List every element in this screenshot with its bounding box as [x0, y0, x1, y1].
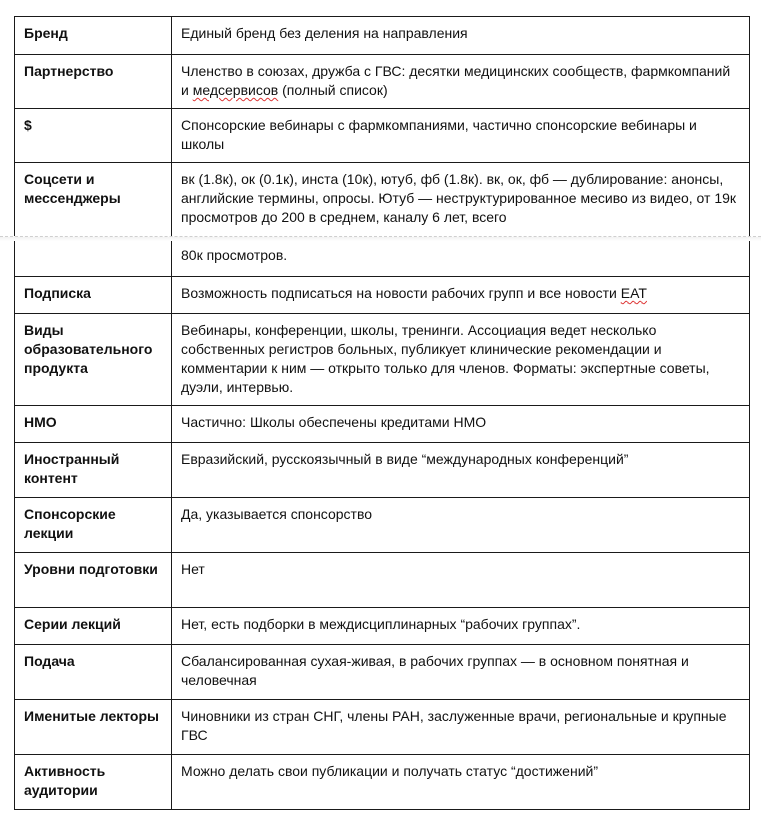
row-value: Частично: Школы обеспечены кредитами НМО [172, 406, 750, 443]
row-value: Сбалансированная сухая-живая, в рабочих группах — в основном понятная и человечная [172, 645, 750, 700]
row-key: НМО [15, 406, 172, 443]
row-value: Членство в союзах, дружба с ГВС: десятки медицинских сообществ, фармкомпаний и медсервисов (полный список) [172, 55, 750, 109]
row-key: Иностранный контент [15, 443, 172, 498]
row-key [15, 239, 172, 277]
row-value: Нет, есть подборки в междисциплинарных “рабочих группах”. [172, 608, 750, 645]
row-key: Партнерство [15, 55, 172, 109]
row-key: Соцсети и мессенджеры [15, 163, 172, 239]
spellcheck-mark: медсервисов [192, 82, 279, 98]
table-row [15, 406, 750, 443]
row-value: 80к просмотров. [172, 239, 750, 277]
row-value: Спонсорские вебинары с фармкомпаниями, частично спонсорские вебинары и школы [172, 109, 750, 163]
table-row [15, 17, 750, 55]
row-key: Активность аудитории [15, 755, 172, 810]
page-break-divider [0, 236, 761, 241]
row-key: $ [15, 109, 172, 163]
row-value: Нет [172, 553, 750, 608]
row-value: Евразийский, русскоязычный в виде “международных конференций” [172, 443, 750, 498]
table-row [15, 700, 750, 755]
row-value: Единый бренд без деления на направления [172, 17, 750, 55]
table-row [15, 277, 750, 314]
table-row [15, 314, 750, 406]
spellcheck-mark: EAT [620, 285, 647, 301]
table-row [15, 553, 750, 608]
table-row [15, 109, 750, 163]
page-top-edge [0, 0, 761, 10]
row-value: Да, указывается спонсорство [172, 498, 750, 553]
table-row [15, 608, 750, 645]
table-row [15, 163, 750, 239]
row-value: Возможность подписаться на новости рабочих групп и все новости EAT [172, 277, 750, 314]
table-row [15, 645, 750, 700]
row-key: Виды образовательного продукта [15, 314, 172, 406]
info-table [14, 16, 750, 810]
row-key: Именитые лекторы [15, 700, 172, 755]
row-value: вк (1.8к), ок (0.1к), инста (10к), ютуб, фб (1.8к). вк, ок, фб — дублирование: анонсы, английские термины, опросы. Ютуб — неструктурированное месиво из видео, от 19к просмотров до 200 в среднем, каналу 6 лет, всего [172, 163, 750, 239]
table-row [15, 498, 750, 553]
row-key: Подписка [15, 277, 172, 314]
table-row [15, 239, 750, 277]
row-key: Бренд [15, 17, 172, 55]
table-row [15, 55, 750, 109]
row-value: Чиновники из стран СНГ, члены РАН, заслуженные врачи, региональные и крупные ГВС [172, 700, 750, 755]
table-row [15, 755, 750, 810]
row-value: Можно делать свои публикации и получать статус “достижений” [172, 755, 750, 810]
row-key: Спонсорские лекции [15, 498, 172, 553]
table-row [15, 443, 750, 498]
row-key: Подача [15, 645, 172, 700]
row-key: Серии лекций [15, 608, 172, 645]
row-key: Уровни подготовки [15, 553, 172, 608]
row-value: Вебинары, конференции, школы, тренинги. Ассоциация ведет несколько собственных регистров больных, публикует клинические рекомендации и комментарии к ним — открыто только для членов. Форматы: экспертные советы, дуэли, интервью. [172, 314, 750, 406]
